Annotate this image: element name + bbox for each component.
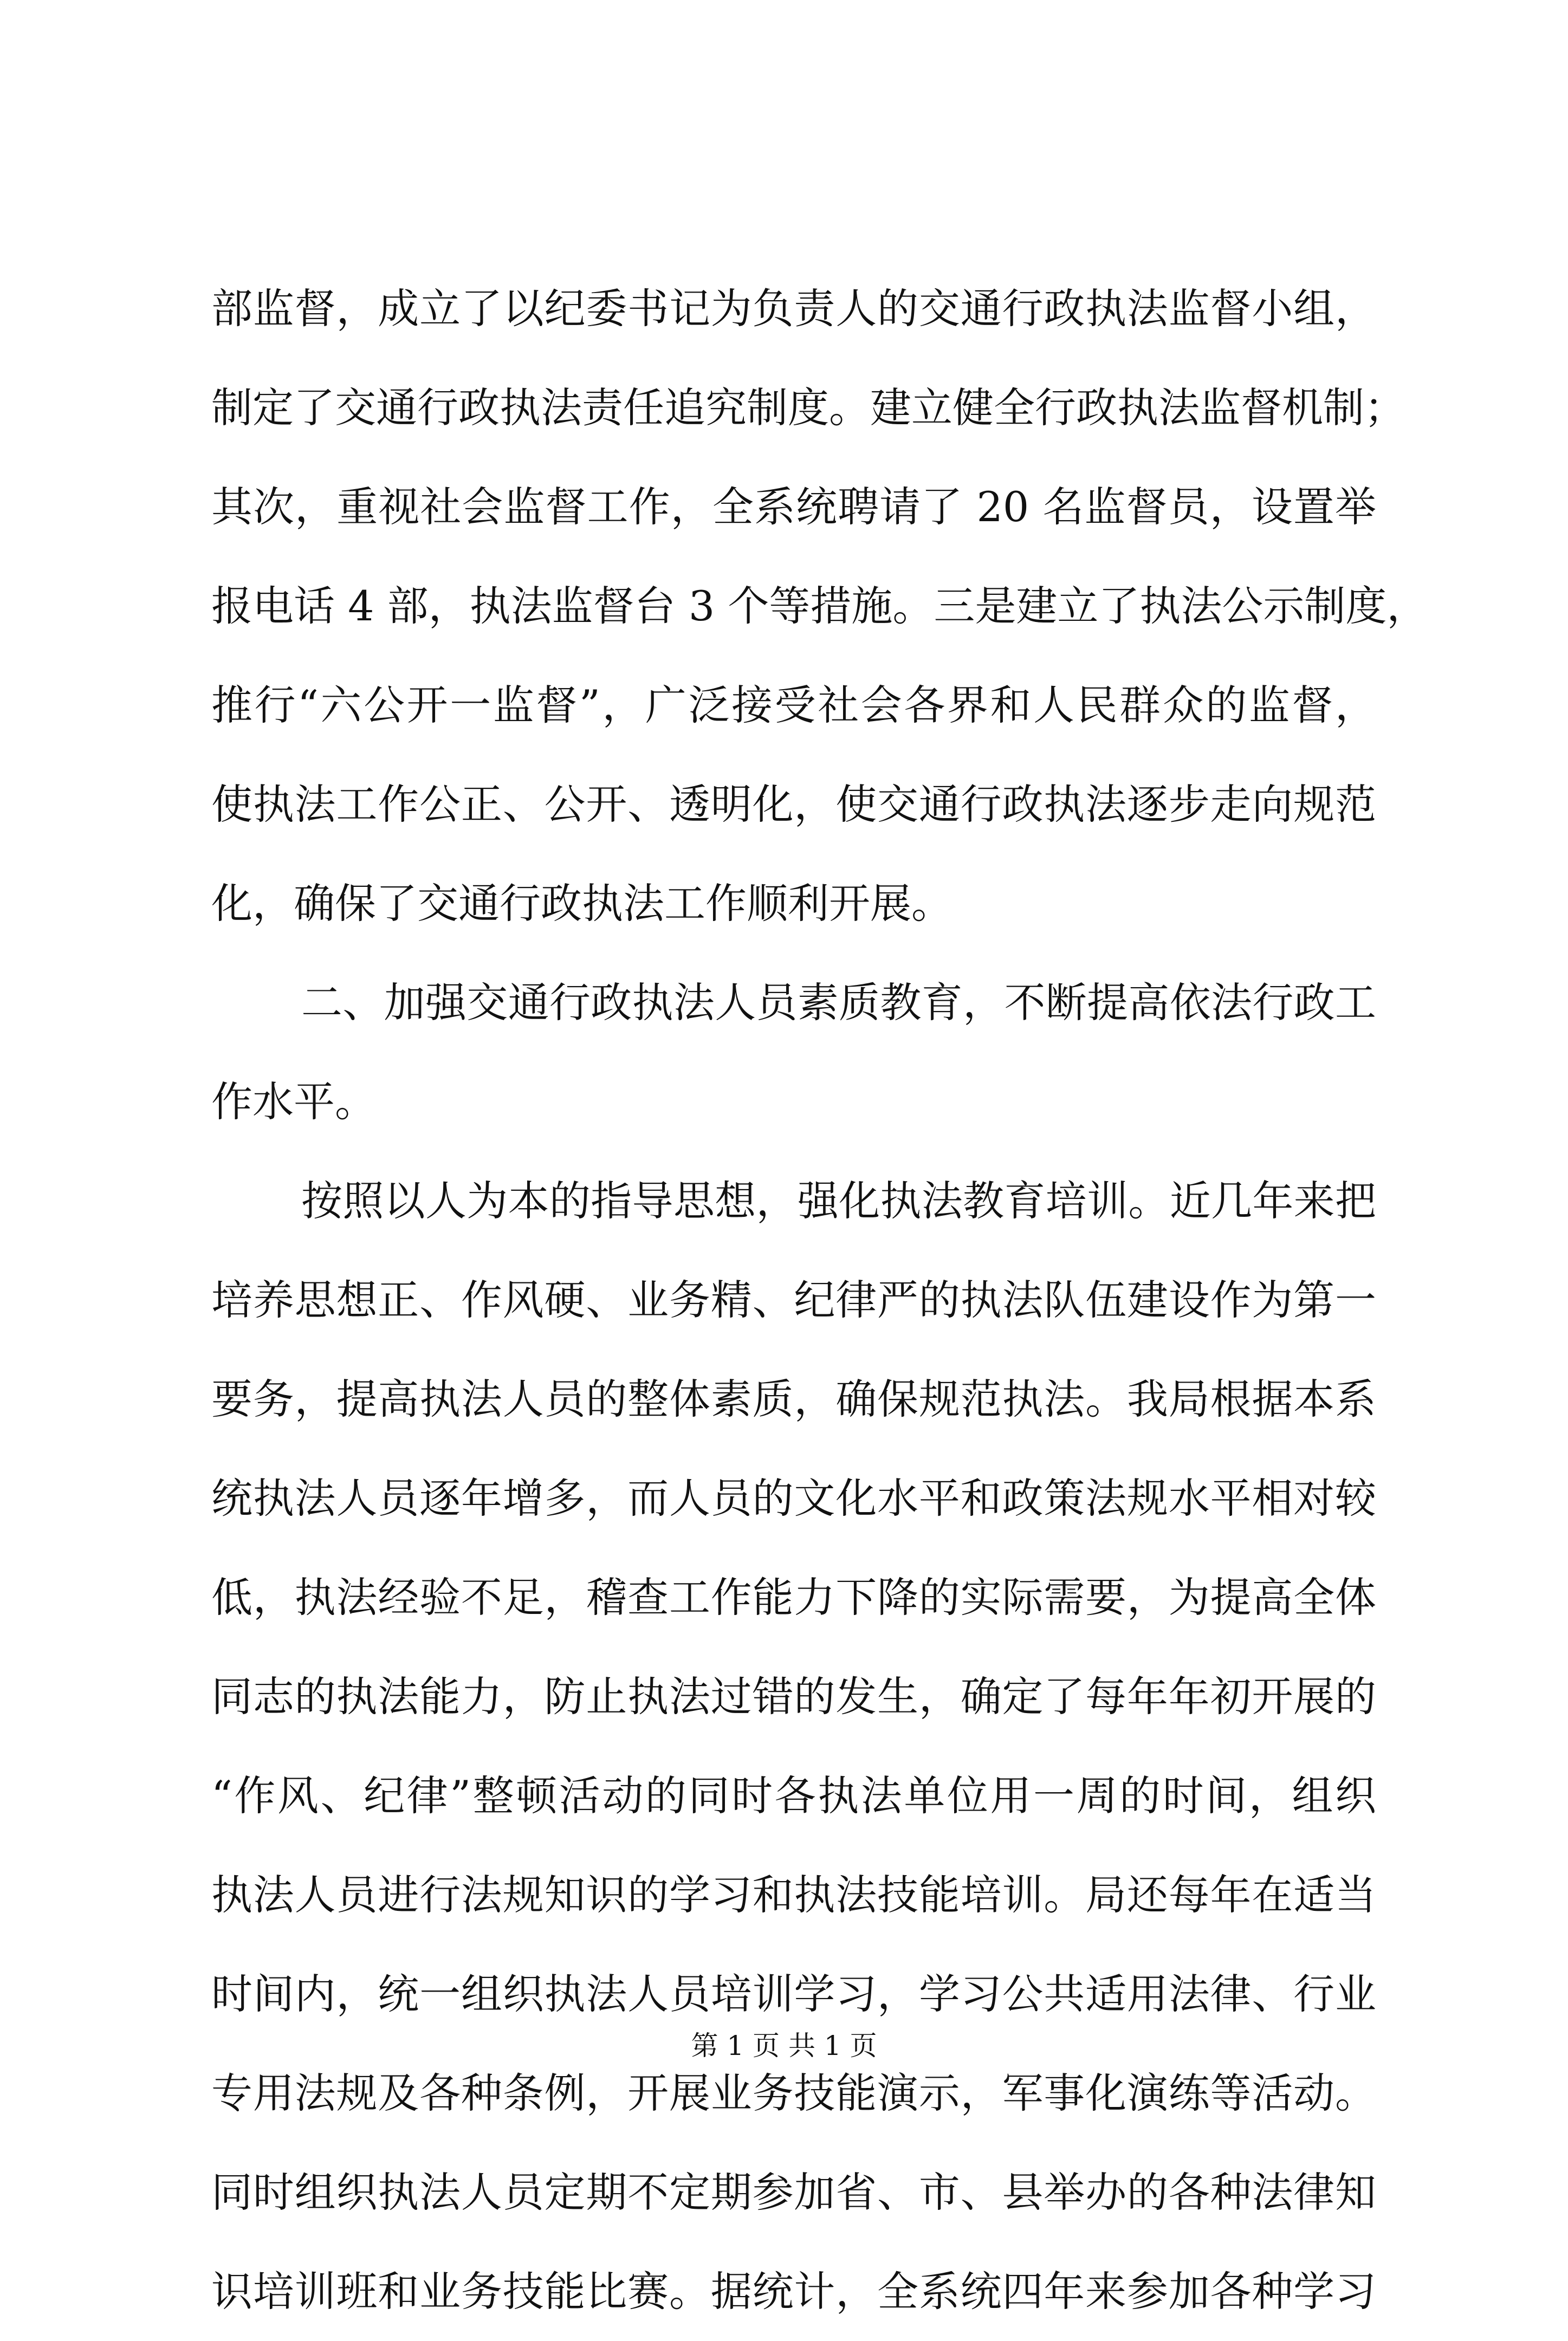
text-line: 执法人员进行法规知识的学习和执法技能培训。局还每年在适当 — [211, 1871, 1376, 1919]
text-line: 低，执法经验不足，稽查工作能力下降的实际需要，为提高全体 — [211, 1573, 1376, 1622]
text-line: 部监督，成立了以纪委书记为负责人的交通行政执法监督小组， — [211, 284, 1376, 333]
text-line: 统执法人员逐年增多，而人员的文化水平和政策法规水平相对较 — [211, 1474, 1376, 1522]
text-line: 同志的执法能力，防止执法过错的发生，确定了每年年初开展的 — [211, 1672, 1376, 1721]
text-line: 时间内，统一组织执法人员培训学习，学习公共适用法律、行业 — [211, 1970, 1376, 2018]
section-heading-line: 二、加强交通行政执法人员素质教育，不断提高依法行政工 — [301, 978, 1376, 1027]
text-line: 推行“六公开一监督”，广泛接受社会各界和人民群众的监督， — [211, 681, 1376, 729]
text-line: 使执法工作公正、公开、透明化，使交通行政执法逐步走向规范 — [211, 780, 1376, 828]
page-number-label: 第 1 页 共 1 页 — [691, 2030, 877, 2061]
text-line: 专用法规及各种条例，开展业务技能演示，军事化演练等活动。 — [211, 2069, 1376, 2117]
text-line: 制定了交通行政执法责任追究制度。建立健全行政执法监督机制； — [211, 384, 1405, 432]
text-line: 报电话 4 部，执法监督台 3 个等措施。三是建立了执法公示制度， — [211, 582, 1428, 630]
text-line: 识培训班和业务技能比赛。据统计，全系统四年来参加各种学习 — [211, 2267, 1376, 2316]
text-line: 培养思想正、作风硬、业务精、纪律严的执法队伍建设作为第一 — [211, 1276, 1376, 1324]
page-footer — [0, 2029, 1568, 2062]
document-body — [211, 259, 1428, 2341]
text-line: 按照以人为本的指导思想，强化执法教育培训。近几年来把 — [301, 1177, 1376, 1225]
text-line: 化，确保了交通行政执法工作顺利开展。 — [211, 879, 953, 928]
text-line: 其次，重视社会监督工作，全系统聘请了 20 名监督员，设置举 — [211, 483, 1376, 531]
text-line: “作风、纪律”整顿活动的同时各执法单位用一周的时间，组织 — [211, 1772, 1376, 1820]
section-heading-line: 作水平。 — [211, 1078, 376, 1126]
text-line: 同时组织执法人员定期不定期参加省、市、县举办的各种法律知 — [211, 2168, 1376, 2216]
text-line: 要务，提高执法人员的整体素质，确保规范执法。我局根据本系 — [211, 1375, 1376, 1423]
